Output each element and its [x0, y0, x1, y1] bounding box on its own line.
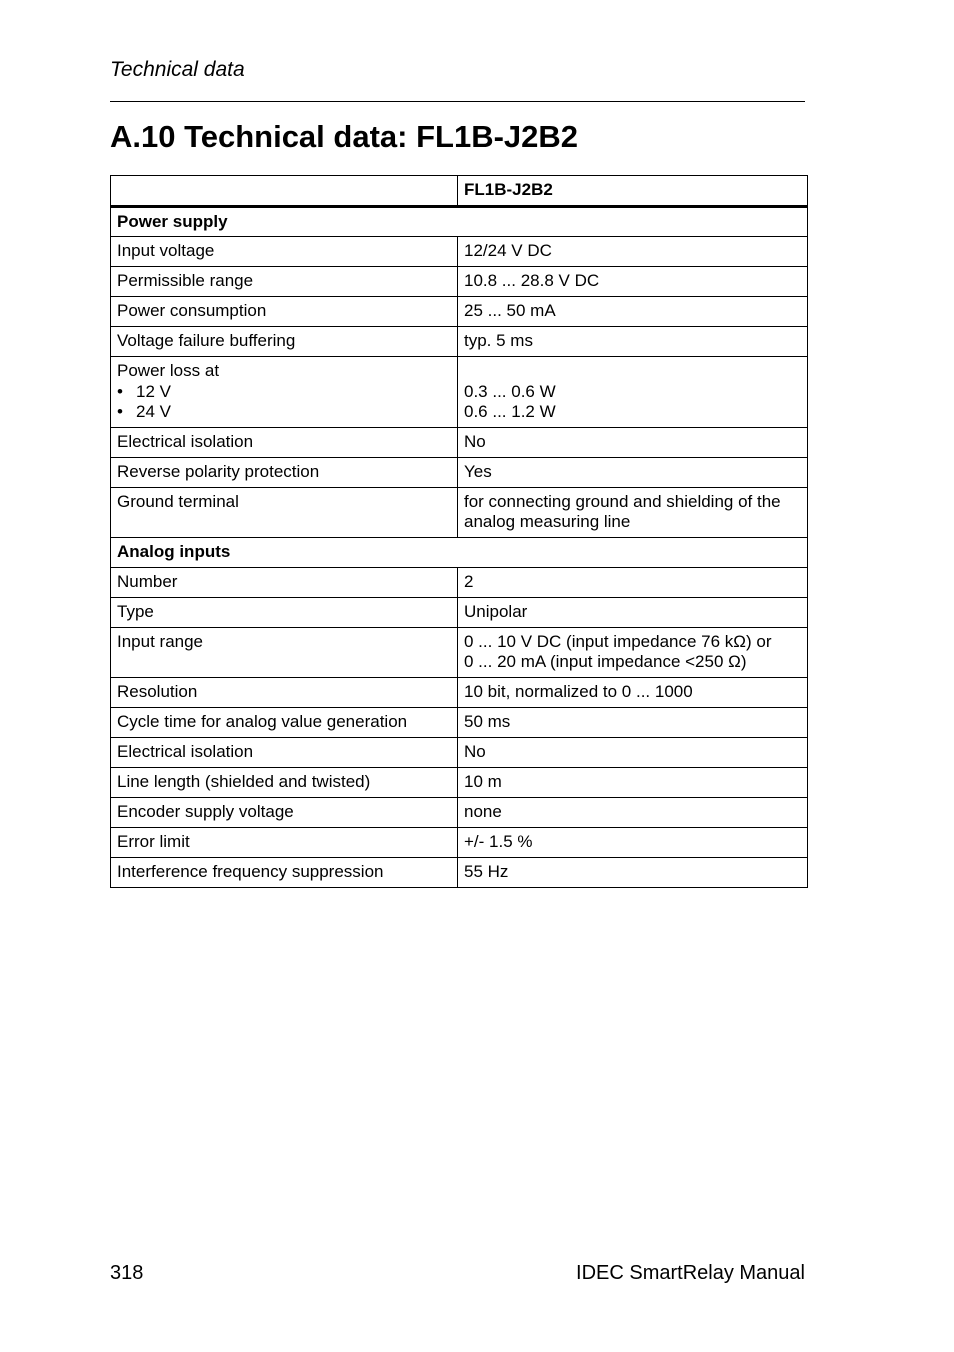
row-label: Encoder supply voltage [111, 797, 458, 827]
bullet-item [117, 382, 451, 403]
table-row [111, 597, 808, 627]
section-heading-row [111, 206, 808, 237]
row-value: 55 Hz [458, 857, 808, 887]
row-label: Permissible range [111, 267, 458, 297]
table-row [111, 487, 808, 537]
table-row [111, 797, 808, 827]
row-value [458, 357, 808, 428]
manual-title: IDEC SmartRelay Manual [576, 1262, 805, 1284]
table-row [111, 567, 808, 597]
header-divider [110, 101, 805, 102]
row-label: Type [111, 597, 458, 627]
bullet-label: 12 V [136, 381, 171, 401]
row-value: 25 ... 50 mA [458, 297, 808, 327]
row-label: Electrical isolation [111, 427, 458, 457]
table-row [111, 767, 808, 797]
power-loss-value: 0.6 ... 1.2 W [464, 402, 556, 421]
bullet-icon: • [117, 402, 123, 421]
power-loss-value: 0.3 ... 0.6 W [464, 381, 556, 401]
bullet-label: 24 V [136, 402, 171, 421]
row-value: 2 [458, 567, 808, 597]
page-title: A.10 Technical data: FL1B-J2B2 [110, 119, 579, 154]
table-row [111, 237, 808, 267]
row-value: 10 m [458, 767, 808, 797]
page-number: 318 [110, 1262, 144, 1284]
row-value: 50 ms [458, 707, 808, 737]
row-value: 12/24 V DC [458, 237, 808, 267]
table-row [111, 707, 808, 737]
row-value: No [458, 737, 808, 767]
row-value: typ. 5 ms [458, 327, 808, 357]
row-value: none [458, 797, 808, 827]
row-label: Input range [111, 627, 458, 677]
input-range-line: 0 ... 10 V DC (input impedance 76 kΩ) or [464, 631, 772, 651]
column-header: FL1B-J2B2 [458, 176, 808, 207]
header-empty-cell [111, 176, 458, 207]
section-heading-analog-inputs: Analog inputs [111, 537, 808, 567]
table-header-row [111, 176, 808, 207]
table-row [111, 327, 808, 357]
row-value: 10.8 ... 28.8 V DC [458, 267, 808, 297]
row-label: Electrical isolation [111, 737, 458, 767]
row-label: Error limit [111, 827, 458, 857]
table-row [111, 677, 808, 707]
row-value: No [458, 427, 808, 457]
table-row [111, 427, 808, 457]
row-label: Power consumption [111, 297, 458, 327]
row-value: for connecting ground and shielding of the analog measuring line [458, 487, 808, 537]
row-label [111, 357, 458, 428]
table-row-power-loss [111, 357, 808, 428]
row-value [458, 627, 808, 677]
bullet-item [117, 402, 451, 423]
table-row [111, 827, 808, 857]
row-label: Interference frequency suppression [111, 857, 458, 887]
input-range-line: 0 ... 20 mA (input impedance <250 Ω) [464, 652, 747, 671]
row-label: Reverse polarity protection [111, 457, 458, 487]
bullet-icon: • [117, 381, 123, 401]
row-label: Number [111, 567, 458, 597]
row-label: Ground terminal [111, 487, 458, 537]
table-row [111, 297, 808, 327]
power-loss-label: Power loss at [117, 361, 220, 380]
table-row [111, 457, 808, 487]
row-value: 10 bit, normalized to 0 ... 1000 [458, 677, 808, 707]
table-row [111, 857, 808, 887]
section-heading-row [111, 537, 808, 567]
row-value: Yes [458, 457, 808, 487]
row-value: +/- 1.5 % [458, 827, 808, 857]
row-value: Unipolar [458, 597, 808, 627]
row-label: Voltage failure buffering [111, 327, 458, 357]
row-label: Resolution [111, 677, 458, 707]
row-label: Cycle time for analog value generation [111, 707, 458, 737]
technical-data-table [110, 175, 808, 888]
table-row [111, 267, 808, 297]
section-heading-power-supply: Power supply [111, 206, 808, 237]
table-row-input-range [111, 627, 808, 677]
running-header: Technical data [110, 58, 245, 81]
row-label: Input voltage [111, 237, 458, 267]
table-row [111, 737, 808, 767]
row-label: Line length (shielded and twisted) [111, 767, 458, 797]
